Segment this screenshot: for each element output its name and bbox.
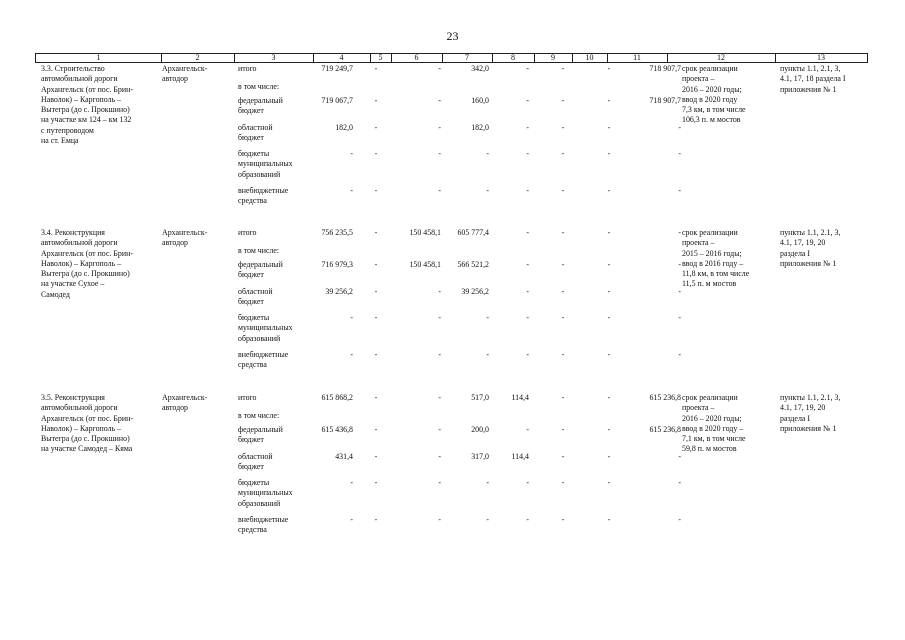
amount-cell: - [526,260,529,269]
col-header-8: 8 [511,53,515,62]
amount-cell: - [438,393,441,402]
amount-cell: - [561,452,565,461]
amount-cell: - [607,425,611,434]
amount-cell: - [526,425,529,434]
amount-cell: - [438,96,441,105]
amount-cell: - [607,452,611,461]
amount-cell: - [561,149,565,158]
amount-cell: - [374,260,378,269]
column-number-header [35,53,868,63]
amount-cell: - [678,260,681,269]
amount-cell: - [526,228,529,237]
amount-cell: - [561,313,565,322]
amount-cell: - [607,186,611,195]
amount-cell: - [374,515,378,524]
amount-cell: 605 777,4 [457,228,489,237]
amount-cell: - [607,64,611,73]
amount-cell: - [374,123,378,132]
amount-cell: - [350,515,353,524]
amount-cell: 39 256,2 [325,287,353,296]
executor: Архангельск- автодор [162,64,208,84]
amount-cell: 342,0 [471,64,489,73]
funding-source-label: итого [238,64,257,73]
amount-cell: - [486,313,489,322]
amount-cell: - [350,350,353,359]
amount-cell: - [678,228,681,237]
amount-cell: - [678,149,681,158]
amount-cell: - [678,452,681,461]
amount-cell: - [526,186,529,195]
amount-cell: 150 458,1 [409,260,441,269]
row-title: 3.3. Строительство автомобильной дороги Архангельск (от пос. Брин- Наволок) – Каргополь – Вытегра (до с. Прокшино) на участке км 124 – км 132 с путепроводом на ст. Емца [41,64,133,146]
points-text: пункты 1.1, 2.1, 3, 4.1, 17, 18 раздела I приложения № 1 [780,64,846,94]
amount-cell: - [561,425,565,434]
funding-source-label: федеральный бюджет [238,96,283,116]
amount-cell: 566 521,2 [457,260,489,269]
amount-cell: - [607,228,611,237]
amount-cell: - [678,350,681,359]
amount-cell: 182,0 [471,123,489,132]
amount-cell: - [374,425,378,434]
amount-cell: - [374,228,378,237]
amount-cell: - [374,313,378,322]
amount-cell: 150 458,1 [409,228,441,237]
col-header-2: 2 [195,53,200,62]
executor: Архангельск- автодор [162,393,208,413]
funding-source-label: внебюджетные средства [238,515,289,535]
amount-cell: - [526,478,529,487]
amount-cell: - [526,313,529,322]
row-title: 3.5. Реконструкция автомобильной дороги Архангельск (от пос. Брин- Наволок) – Каргополь – Вытегра (до с. Прокшино) на участке Самодед – Кяма [41,393,133,454]
funding-source-label: внебюджетные средства [238,350,289,370]
amount-cell: 718 907,7 [649,64,681,73]
funding-source-label: бюджеты муниципальных образований [238,478,293,508]
amount-cell: - [526,287,529,296]
amount-cell: - [526,64,529,73]
amount-cell: - [607,478,611,487]
amount-cell: - [526,149,529,158]
amount-cell: - [438,515,441,524]
amount-cell: - [486,478,489,487]
amount-cell: - [526,350,529,359]
amount-cell: - [607,260,611,269]
amount-cell: - [607,123,611,132]
funding-source-label: в том числе: [238,411,280,420]
amount-cell: - [561,515,565,524]
amount-cell: 615 236,8 [649,425,681,434]
amount-cell: 615 236,8 [649,393,681,402]
amount-cell: 615 868,2 [321,393,353,402]
amount-cell: - [561,228,565,237]
amount-cell: - [438,313,441,322]
funding-source-label: федеральный бюджет [238,425,283,445]
amount-cell: 719 249,7 [321,64,353,73]
amount-cell: - [350,149,353,158]
col-header-13: 13 [817,53,825,62]
amount-cell: - [438,425,441,434]
funding-source-label: внебюджетные средства [238,186,289,206]
col-header-6: 6 [414,53,419,62]
executor: Архангельск- автодор [162,228,208,248]
amount-cell: - [678,287,681,296]
amount-cell: - [561,96,565,105]
term-text: срок реализации проекта – 2015 – 2016 годы; ввод в 2016 году – 11,8 км, в том числе 11,5 п. м мостов [682,228,750,289]
term-text: срок реализации проекта – 2016 – 2020 годы; ввод в 2020 году – 7,1 км, в том числе 59,8 п. м мостов [682,393,746,454]
amount-cell: - [678,186,681,195]
amount-cell: - [607,515,611,524]
col-header-7: 7 [465,53,469,62]
amount-cell: 431,4 [335,452,353,461]
term-text: срок реализации проекта – 2016 – 2020 годы; ввод в 2020 году 7,3 км, в том числе 106,3 п. м мостов [682,64,746,125]
amount-cell: 114,4 [511,393,529,402]
amount-cell: - [438,452,441,461]
points-text: пункты 1.1, 2.1, 3, 4.1, 17, 19, 20 раздела I приложения № 1 [780,228,841,268]
amount-cell: 716 979,3 [321,260,353,269]
amount-cell: - [486,186,489,195]
amount-cell: - [561,287,565,296]
col-header-9: 9 [551,53,555,62]
col-header-5: 5 [378,53,383,62]
col-header-3: 3 [271,53,276,62]
funding-source-label: в том числе: [238,246,280,255]
amount-cell: - [678,313,681,322]
amount-cell: - [607,287,611,296]
funding-source-label: бюджеты муниципальных образований [238,313,293,343]
amount-cell: 39 256,2 [461,287,489,296]
col-header-10: 10 [585,53,594,62]
col-header-12: 12 [717,53,725,62]
funding-source-label: бюджеты муниципальных образований [238,149,293,179]
funding-source-label: итого [238,393,257,402]
amount-cell: 615 436,8 [321,425,353,434]
amount-cell: - [374,64,378,73]
amount-cell: - [374,452,378,461]
amount-cell: - [561,478,565,487]
amount-cell: 160,0 [471,96,489,105]
amount-cell: - [374,186,378,195]
amount-cell: - [438,186,441,195]
amount-cell: 317,0 [471,452,489,461]
amount-cell: - [374,393,378,402]
amount-cell: - [607,96,611,105]
amount-cell: 756 235,5 [321,228,353,237]
col-header-1: 1 [96,53,101,62]
amount-cell: - [438,287,441,296]
amount-cell: - [374,287,378,296]
page-number: 23 [446,29,459,43]
amount-cell: 517,0 [471,393,489,402]
amount-cell: - [561,64,565,73]
amount-cell: - [486,350,489,359]
amount-cell: - [561,123,565,132]
funding-source-label: областной бюджет [238,287,273,307]
amount-cell: - [526,96,529,105]
amount-cell: - [607,350,611,359]
amount-cell: - [438,64,441,73]
amount-cell: - [607,149,611,158]
funding-source-label: федеральный бюджет [238,260,283,280]
amount-cell: - [526,515,529,524]
amount-cell: - [526,123,529,132]
amount-cell: - [374,149,378,158]
amount-cell: - [678,123,681,132]
amount-cell: - [350,313,353,322]
amount-cell: - [486,149,489,158]
amount-cell: - [374,96,378,105]
amount-cell: - [561,260,565,269]
amount-cell: 182,0 [335,123,353,132]
funding-source-label: областной бюджет [238,123,273,143]
amount-cell: 718 907,7 [649,96,681,105]
amount-cell: - [438,350,441,359]
amount-cell: - [438,478,441,487]
funding-source-label: итого [238,228,257,237]
amount-cell: - [438,123,441,132]
amount-cell: - [561,393,565,402]
row-title: 3.4. Реконструкция автомобильной дороги Архангельск (от пос. Брин- Наволок) – Каргополь – Вытегра (до с. Прокшино) на участке Сухое – Самодед [41,228,133,299]
amount-cell: - [374,478,378,487]
amount-cell: - [561,350,565,359]
amount-cell: - [350,186,353,195]
amount-cell: - [486,515,489,524]
col-header-11: 11 [633,53,641,62]
amount-cell: 114,4 [511,452,529,461]
funding-source-label: областной бюджет [238,452,273,472]
funding-source-label: в том числе: [238,82,280,91]
amount-cell: - [561,186,565,195]
amount-cell: - [678,478,681,487]
amount-cell: - [438,149,441,158]
amount-cell: 719 067,7 [321,96,353,105]
amount-cell: - [607,393,611,402]
amount-cell: - [350,478,353,487]
amount-cell: - [607,313,611,322]
amount-cell: - [374,350,378,359]
amount-cell: 200,0 [471,425,489,434]
amount-cell: - [678,515,681,524]
col-header-4: 4 [339,53,344,62]
points-text: пункты 1.1, 2.1, 3, 4.1, 17, 19, 20 раздела I приложения № 1 [780,393,841,433]
